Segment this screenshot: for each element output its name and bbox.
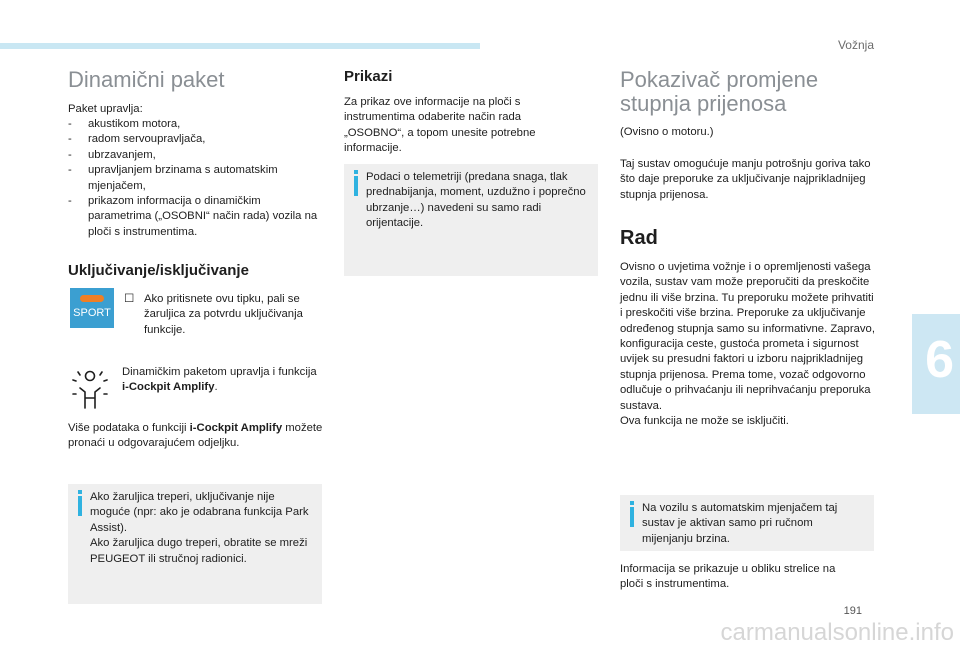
- feature-list: [68, 117, 318, 240]
- system-description: Taj sustav omogućuje manju potrošnju goriva tako što daje preporuke za uključivanje najprikladnijeg stupnja prijenosa.: [620, 158, 871, 201]
- sport-description: Ako pritisnete ovu tipku, pali se žaruljica za potvrdu uključivanja funkcije.: [144, 293, 303, 336]
- note-text: Podaci o telemetriji (predana snaga, tlak prednabijanja, moment, uzdužno i poprečno ubrzanje…) navedeni su samo radi orijentacije.: [366, 171, 586, 230]
- checkbox-bullet-icon: ☐: [124, 293, 135, 305]
- info-icon: [354, 176, 358, 196]
- header-accent-bar: [0, 43, 480, 49]
- list-item: - ubrzavanjem,: [68, 148, 318, 163]
- list-item: - prikazom informacija o dinamičkim parametrima („OSOBNI“ način rada) vozila na ploči s instrumentima.: [68, 194, 318, 240]
- info-icon: [630, 507, 634, 527]
- list-item: - upravljanjem brzinama s automatskim mjenjačem,: [68, 163, 318, 194]
- watermark: carmanualsonline.info: [720, 619, 954, 646]
- list-item: - akustikom motora,: [68, 117, 318, 132]
- operation-text: Ovisno o uvjetima vožnje i o opremljenosti vašega vozila, sustav vam može preporučiti da preskočite jednu ili više brzina. Tu preporuku možete prihvatiti i preskočiti više brzina. Preporuke za uključivanje određenog stupnja samo su informativne. Zapravo, konfiguracija ceste, gustoća prometa i sigurnost uvijek su presudni faktori u izboru najprikladnijeg stupnja prijenosa. Prema tome, vozač odgovorno odlučuje o prihvaćanju ili neprihvaćanju preporuka sustava. Ova funkcija ne može se isključiti.: [620, 261, 875, 428]
- page-title: Dinamični paket: [68, 67, 225, 92]
- section-label: Vožnja: [837, 38, 874, 52]
- gear-indicator-title: Pokazivač promjene stupnja prijenosa: [620, 67, 819, 116]
- note-text: Ako žaruljica treperi, uključivanje nije moguće (npr: ako je odabrana funkcija Park Assist). Ako žaruljica dugo treperi, obratite se mreži PEUGEOT ili stručnoj radionici.: [90, 491, 309, 565]
- info-note-telemetry: [344, 164, 598, 276]
- page-number: 191: [843, 605, 862, 617]
- sport-label: SPORT: [73, 307, 111, 319]
- section-heading: Uključivanje/isključivanje: [68, 262, 249, 279]
- note-text: Na vozilu s automatskim mjenjačem taj sustav je aktivan samo pri ručnom mijenjanju brzina.: [642, 502, 838, 545]
- sport-button-icon: [70, 288, 114, 328]
- intro-text: Paket upravlja:: [68, 103, 143, 115]
- display-arrow-text: Informacija se prikazuje u obliku strelice na ploči s instrumentima.: [620, 563, 836, 591]
- i-cockpit-amplify-icon: [70, 368, 110, 412]
- info-note-automatic: [620, 495, 874, 551]
- engine-note: (Ovisno o motoru.): [620, 126, 714, 138]
- more-info-text: Više podataka o funkciji i-Cockpit Amplify možete pronaći u odgovarajućem odjeljku.: [68, 422, 323, 450]
- info-note-blinking: [68, 484, 322, 604]
- section-heading: Prikazi: [344, 68, 393, 85]
- indicator-lamp-icon: [80, 295, 104, 302]
- list-item: - radom servoupravljača,: [68, 132, 318, 147]
- info-icon: [78, 496, 82, 516]
- display-text: Za prikaz ove informacije na ploči s instrumentima odaberite način rada „OSOBNO“, a topom unesite potrebne informacije.: [344, 96, 536, 155]
- chapter-number: 6: [925, 331, 954, 389]
- icockpit-description: Dinamičkim paketom upravlja i funkcija i-Cockpit Amplify.: [122, 366, 317, 394]
- operation-heading: Rad: [620, 227, 658, 249]
